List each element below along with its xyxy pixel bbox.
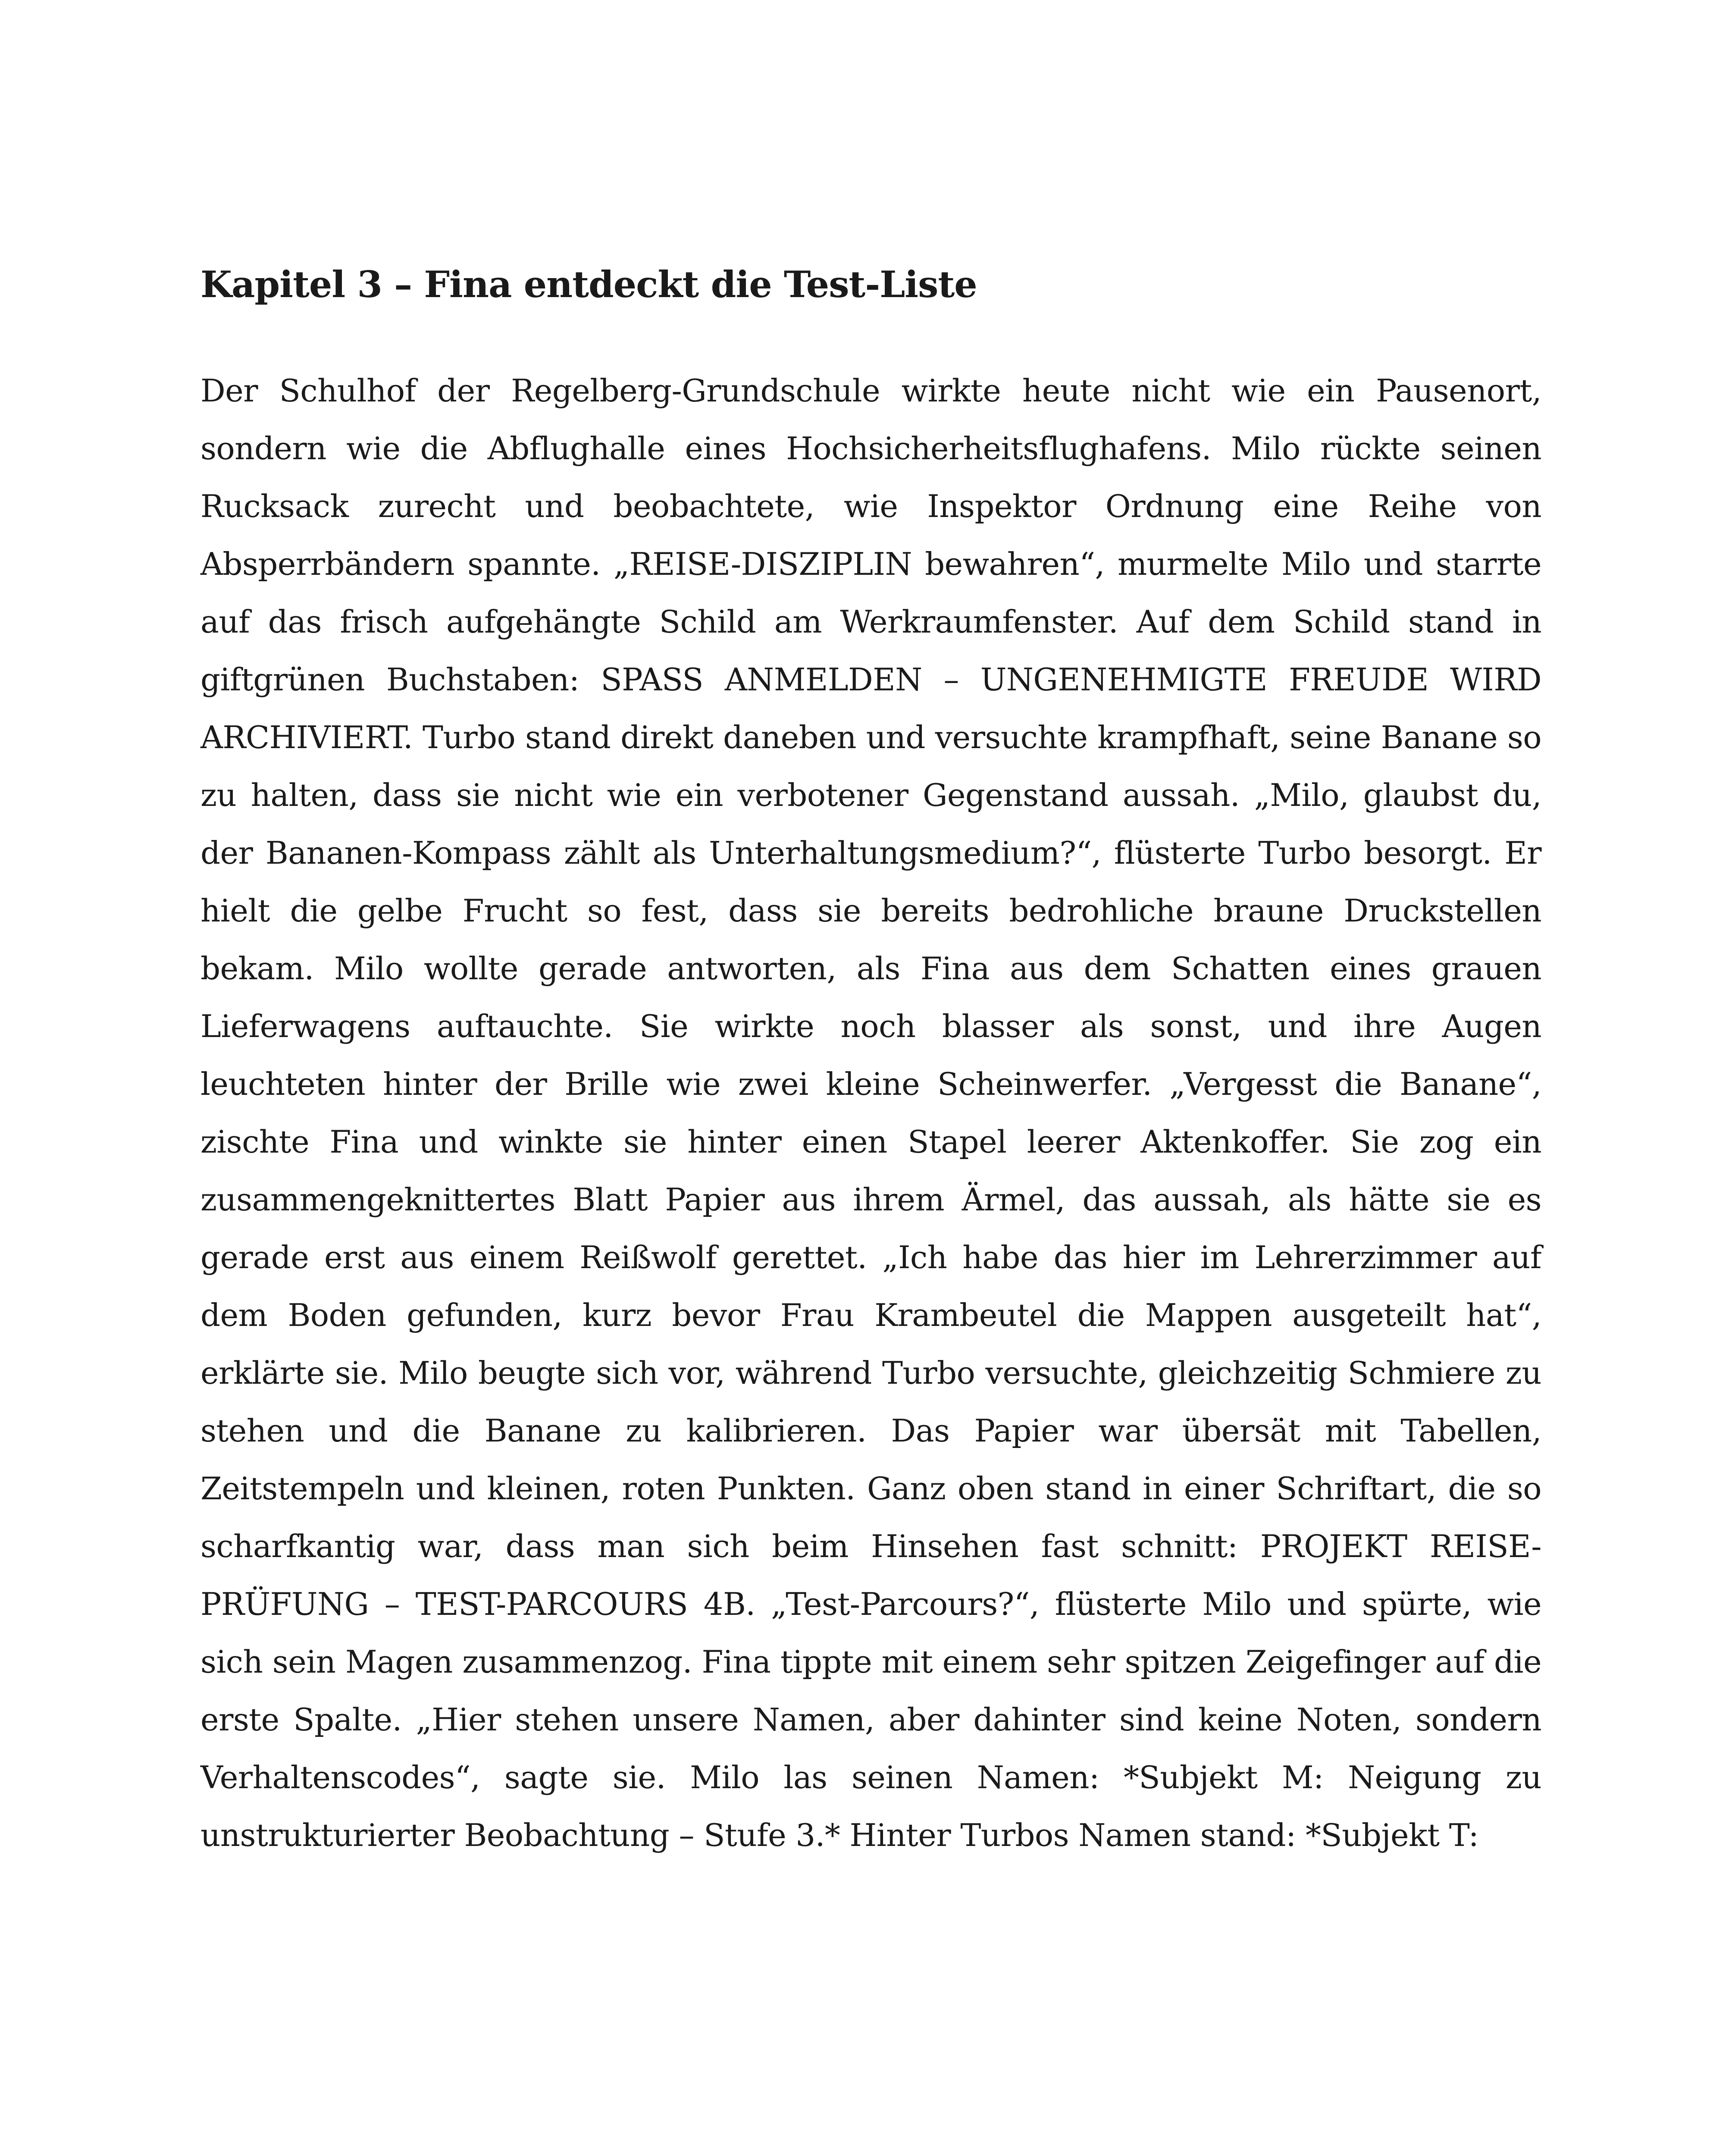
chapter-title: Kapitel 3 – Fina entdeckt die Test-Liste [200, 263, 977, 306]
page-content [200, 263, 1541, 1864]
chapter-body-paragraph: Der Schulhof der Regelberg-Grundschule wirkte heute nicht wie ein Pausenort, sondern wie die Abflughalle eines Hochsicherheitsflughafens. Milo rückte seinen Rucksack zurecht und beobachtete, wie Inspektor Ordnung eine Reihe von Absperrbändern spannte. „REISE-DISZIPLIN bewahren“, murmelte Milo und starrte auf das frisch aufgehängte Schild am Werkraumfenster. Auf dem Schild stand in giftgrünen Buchstaben: SPASS ANMELDEN – UNGENEHMIGTE FREUDE WIRD ARCHIVIERT. Turbo stand direkt daneben und versuchte krampfhaft, seine Banane so zu halten, dass sie nicht wie ein verbotener Gegenstand aussah. „Milo, glaubst du, der Bananen-Kompass zählt als Unterhaltungsmedium?“, flüsterte Turbo besorgt. Er hielt die gelbe Frucht so fest, dass sie bereits bedrohliche braune Druckstellen bekam. Milo wollte gerade antworten, als Fina aus dem Schatten eines grauen Lieferwagens auftauchte. Sie wirkte noch blasser als sonst, und ihre Augen leuchteten hinter der Brille wie zwei kleine Scheinwerfer. „Vergesst die Banane“, zischte Fina und winkte sie hinter einen Stapel leerer Aktenkoffer. Sie zog ein zusammengeknittertes Blatt Papier aus ihrem Ärmel, das aussah, als hätte sie es gerade erst aus einem Reißwolf gerettet. „Ich habe das hier im Lehrerzimmer auf dem Boden gefunden, kurz bevor Frau Krambeutel die Mappen ausgeteilt hat“, erklärte sie. Milo beugte sich vor, während Turbo versuchte, gleichzeitig Schmiere zu stehen und die Banane zu kalibrieren. Das Papier war übersät mit Tabellen, Zeitstempeln und kleinen, roten Punkten. Ganz oben stand in einer Schriftart, die so scharfkantig war, dass man sich beim Hinsehen fast schnitt: PROJEKT REISE-PRÜFUNG – TEST-PARCOURS 4B. „Test-Parcours?“, flüsterte Milo und spürte, wie sich sein Magen zusammenzog. Fina tippte mit einem sehr spitzen Zeigefinger auf die erste Spalte. „Hier stehen unsere Namen, aber dahinter sind keine Noten, sondern Verhaltenscodes“, sagte sie. Milo las seinen Namen: *Subjekt M: Neigung zu unstrukturierter Beobachtung – Stufe 3.* Hinter Turbos Namen stand: *Subjekt T: [200, 372, 1541, 1853]
